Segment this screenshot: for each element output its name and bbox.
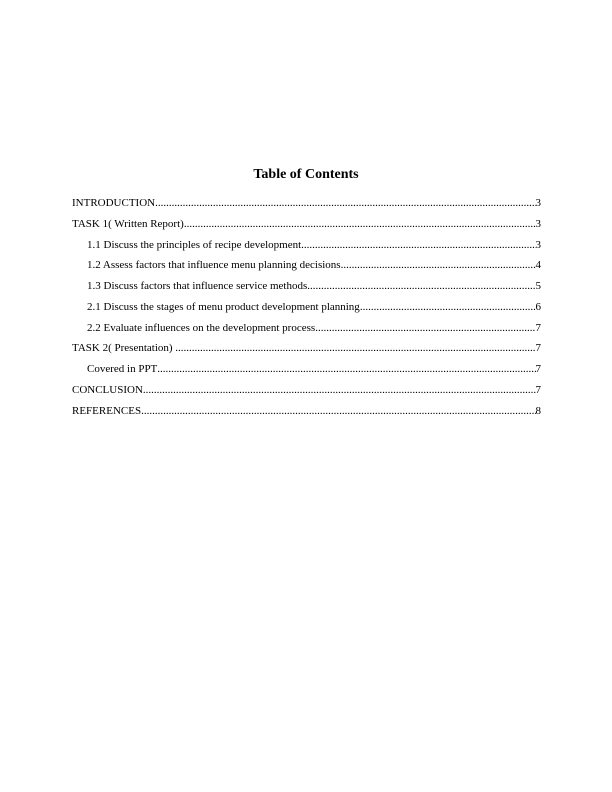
toc-dot-leader [155, 196, 535, 210]
toc-page-number: 7 [535, 321, 541, 334]
toc-page-number: 7 [535, 342, 541, 355]
toc-page-number: 7 [535, 363, 541, 375]
toc-dot-leader [175, 341, 535, 355]
toc-entry-1-2[interactable] [72, 258, 541, 279]
toc-page-number: 3 [535, 217, 541, 230]
toc-dot-leader [141, 404, 535, 418]
toc-entry-1-3[interactable] [72, 279, 541, 300]
toc-dot-leader [307, 279, 535, 293]
toc-page-number: 3 [535, 197, 541, 209]
toc-entry-conclusion[interactable] [72, 383, 541, 404]
toc-dot-leader [184, 217, 536, 231]
toc-page-number: 3 [535, 238, 541, 251]
toc-entry-label: INTRODUCTION [72, 197, 156, 209]
table-of-contents [72, 196, 541, 424]
toc-dot-leader [341, 258, 536, 272]
toc-page-number: 5 [535, 280, 541, 292]
toc-entry-label: 1.3 Discuss factors that influence service methods [87, 280, 308, 292]
toc-dot-leader [301, 238, 535, 252]
toc-entry-task-2[interactable] [72, 341, 541, 362]
toc-page-number: 4 [535, 259, 541, 272]
toc-dot-leader [157, 362, 535, 376]
toc-title: Table of Contents [253, 167, 359, 182]
toc-entry-1-1[interactable] [72, 238, 541, 259]
toc-entry-label: 1.2 Assess factors that influence menu planning decisions [87, 259, 341, 272]
toc-entry-2-1[interactable] [72, 300, 541, 321]
toc-entry-label: 2.2 Evaluate influences on the development process [87, 321, 316, 334]
toc-entry-label: REFERENCES [72, 404, 142, 417]
toc-entry-label: CONCLUSION [72, 383, 143, 396]
toc-entry-label: 1.1 Discuss the principles of recipe development [87, 238, 302, 251]
toc-dot-leader [143, 383, 536, 397]
toc-entry-covered-in-ppt[interactable] [72, 362, 541, 383]
toc-dot-leader [360, 300, 536, 314]
toc-entry-2-2[interactable] [72, 321, 541, 342]
toc-page-number: 6 [535, 300, 541, 313]
toc-page-number: 8 [535, 404, 541, 417]
toc-entry-label: TASK 1( Written Report) [72, 217, 184, 230]
toc-entry-label: TASK 2( Presentation) [72, 342, 176, 355]
toc-entry-references[interactable] [72, 404, 541, 425]
toc-entry-task-1[interactable] [72, 217, 541, 238]
toc-entry-introduction[interactable] [72, 196, 541, 217]
toc-page-number: 7 [535, 383, 541, 396]
toc-dot-leader [315, 321, 535, 335]
toc-entry-label: Covered in PPT [87, 363, 158, 375]
toc-entry-label: 2.1 Discuss the stages of menu product development planning [87, 300, 360, 313]
